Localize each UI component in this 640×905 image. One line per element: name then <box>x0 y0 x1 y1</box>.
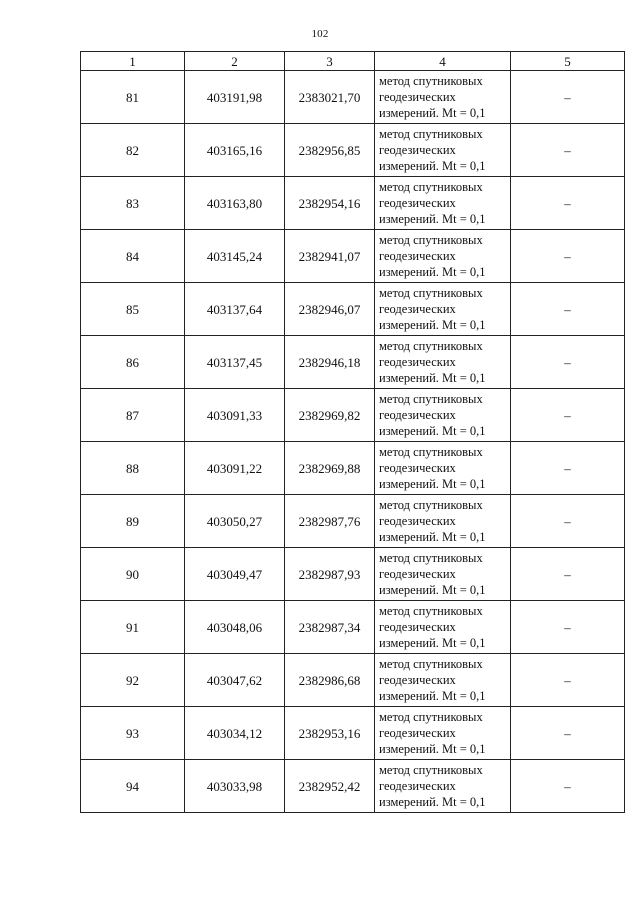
y-coordinate-cell: 2382969,88 <box>285 442 375 495</box>
table-row <box>81 654 625 707</box>
note-cell: – <box>511 336 625 389</box>
header-col-4: 4 <box>375 52 511 71</box>
table-row <box>81 442 625 495</box>
x-coordinate-cell: 403048,06 <box>185 601 285 654</box>
table-row <box>81 601 625 654</box>
y-coordinate-cell: 2382946,07 <box>285 283 375 336</box>
note-cell: – <box>511 177 625 230</box>
point-number-cell: 90 <box>81 548 185 601</box>
y-coordinate-cell: 2382956,85 <box>285 124 375 177</box>
x-coordinate-cell: 403034,12 <box>185 707 285 760</box>
y-coordinate-cell: 2382987,76 <box>285 495 375 548</box>
header-row <box>81 52 625 71</box>
point-number-cell: 86 <box>81 336 185 389</box>
x-coordinate-cell: 403050,27 <box>185 495 285 548</box>
x-coordinate-cell: 403137,45 <box>185 336 285 389</box>
table-row <box>81 548 625 601</box>
method-cell: метод спутниковых геодезических измерений. Mt = 0,1 <box>375 495 511 548</box>
y-coordinate-cell: 2382969,82 <box>285 389 375 442</box>
y-coordinate-cell: 2382987,93 <box>285 548 375 601</box>
y-coordinate-cell: 2382986,68 <box>285 654 375 707</box>
point-number-cell: 81 <box>81 71 185 124</box>
table-row <box>81 760 625 813</box>
method-cell: метод спутниковых геодезических измерений. Mt = 0,1 <box>375 124 511 177</box>
note-cell: – <box>511 654 625 707</box>
table-row <box>81 495 625 548</box>
point-number-cell: 89 <box>81 495 185 548</box>
method-cell: метод спутниковых геодезических измерений. Mt = 0,1 <box>375 283 511 336</box>
table-row <box>81 230 625 283</box>
note-cell: – <box>511 760 625 813</box>
point-number-cell: 87 <box>81 389 185 442</box>
note-cell: – <box>511 495 625 548</box>
method-cell: метод спутниковых геодезических измерений. Mt = 0,1 <box>375 707 511 760</box>
table-row <box>81 336 625 389</box>
method-cell: метод спутниковых геодезических измерений. Mt = 0,1 <box>375 548 511 601</box>
note-cell: – <box>511 71 625 124</box>
point-number-cell: 82 <box>81 124 185 177</box>
point-number-cell: 91 <box>81 601 185 654</box>
x-coordinate-cell: 403047,62 <box>185 654 285 707</box>
method-cell: метод спутниковых геодезических измерений. Mt = 0,1 <box>375 654 511 707</box>
point-number-cell: 85 <box>81 283 185 336</box>
note-cell: – <box>511 442 625 495</box>
table-row <box>81 389 625 442</box>
table-body <box>81 71 625 813</box>
method-cell: метод спутниковых геодезических измерений. Mt = 0,1 <box>375 442 511 495</box>
method-cell: метод спутниковых геодезических измерений. Mt = 0,1 <box>375 336 511 389</box>
y-coordinate-cell: 2382946,18 <box>285 336 375 389</box>
table-row <box>81 124 625 177</box>
method-cell: метод спутниковых геодезических измерений. Mt = 0,1 <box>375 71 511 124</box>
note-cell: – <box>511 283 625 336</box>
table-row <box>81 283 625 336</box>
point-number-cell: 92 <box>81 654 185 707</box>
note-cell: – <box>511 389 625 442</box>
note-cell: – <box>511 124 625 177</box>
note-cell: – <box>511 601 625 654</box>
point-number-cell: 83 <box>81 177 185 230</box>
x-coordinate-cell: 403165,16 <box>185 124 285 177</box>
header-col-2: 2 <box>185 52 285 71</box>
x-coordinate-cell: 403145,24 <box>185 230 285 283</box>
method-cell: метод спутниковых геодезических измерений. Mt = 0,1 <box>375 601 511 654</box>
header-col-1: 1 <box>81 52 185 71</box>
x-coordinate-cell: 403191,98 <box>185 71 285 124</box>
y-coordinate-cell: 2382941,07 <box>285 230 375 283</box>
note-cell: – <box>511 230 625 283</box>
x-coordinate-cell: 403033,98 <box>185 760 285 813</box>
method-cell: метод спутниковых геодезических измерений. Mt = 0,1 <box>375 389 511 442</box>
point-number-cell: 88 <box>81 442 185 495</box>
method-cell: метод спутниковых геодезических измерений. Mt = 0,1 <box>375 760 511 813</box>
point-number-cell: 84 <box>81 230 185 283</box>
method-cell: метод спутниковых геодезических измерений. Mt = 0,1 <box>375 230 511 283</box>
header-col-5: 5 <box>511 52 625 71</box>
y-coordinate-cell: 2382952,42 <box>285 760 375 813</box>
y-coordinate-cell: 2382954,16 <box>285 177 375 230</box>
header-col-3: 3 <box>285 52 375 71</box>
note-cell: – <box>511 707 625 760</box>
table-row <box>81 71 625 124</box>
x-coordinate-cell: 403163,80 <box>185 177 285 230</box>
table-row <box>81 177 625 230</box>
y-coordinate-cell: 2383021,70 <box>285 71 375 124</box>
point-number-cell: 94 <box>81 760 185 813</box>
x-coordinate-cell: 403091,33 <box>185 389 285 442</box>
x-coordinate-cell: 403091,22 <box>185 442 285 495</box>
coordinates-table <box>80 51 625 813</box>
point-number-cell: 93 <box>81 707 185 760</box>
method-cell: метод спутниковых геодезических измерений. Mt = 0,1 <box>375 177 511 230</box>
note-cell: – <box>511 548 625 601</box>
page-number: 102 <box>311 28 329 40</box>
y-coordinate-cell: 2382987,34 <box>285 601 375 654</box>
y-coordinate-cell: 2382953,16 <box>285 707 375 760</box>
x-coordinate-cell: 403137,64 <box>185 283 285 336</box>
table-header <box>81 52 625 71</box>
table-row <box>81 707 625 760</box>
x-coordinate-cell: 403049,47 <box>185 548 285 601</box>
